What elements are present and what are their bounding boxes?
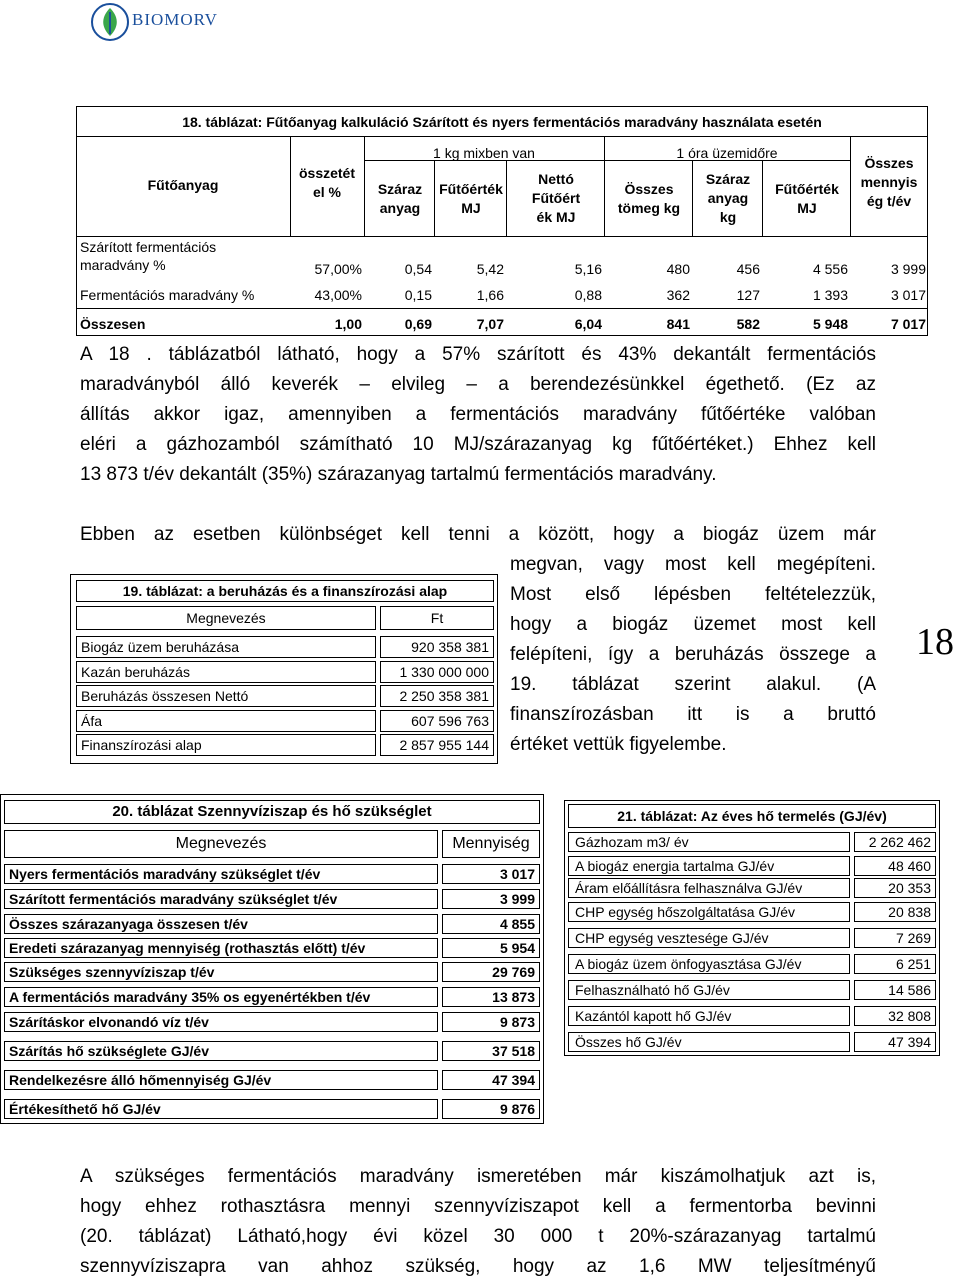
- table-18-cell: 43,00%: [314, 287, 362, 303]
- table-20-col1: Megnevezés: [4, 830, 438, 858]
- table-21-row-value: 6 251: [854, 954, 936, 974]
- table-21-row-label: CHP egység hőszolgáltatása GJ/év: [568, 902, 850, 922]
- table-18-cell: 480: [666, 261, 690, 277]
- table-20-row-value: 9 876: [442, 1099, 540, 1119]
- table-20-row-value: 9 873: [442, 1012, 540, 1032]
- table-20-row-value: 4 855: [442, 914, 540, 934]
- table-20-col2: Mennyiség: [442, 830, 540, 858]
- table-19-row-value: 920 358 381: [380, 636, 494, 658]
- table-21-row-value: 14 586: [854, 980, 936, 1000]
- paragraph-2-right: megvan, vagy most kell megépíteni. Most első lépésben feltételezzük, hogy a biogáz üzemet most kell felépíteni, így a beruházás összege a 19. táblázat szerint alakul. (A finanszírozásban itt is a bruttó értéket vettük figyelembe.: [510, 554, 876, 755]
- table-19-row-label: Biogáz üzem beruházása: [76, 636, 376, 658]
- table-18-cell: 1,66: [476, 287, 504, 303]
- paragraph-3: A szükséges fermentációs maradvány ismeretében már kiszámolhatjuk azt is, hogy ehhez rothasztásra mennyi szennyvíziszapot kell a fermentorba bevinni (20. táblázat) Látható,hogy évi közel 30 000 t 20%-szárazanyag tartalmú szennyvíziszapra van ahhoz szükség, hogy az 1,6 MW teljesítményű: [80, 1166, 876, 1277]
- table-20-row-label: Értékesíthető hő GJ/év: [4, 1099, 438, 1119]
- paragraph-1-line: 13 873 t/év dekantált (35%) szárazanyag tartalmú fermentációs maradvány.: [80, 464, 717, 485]
- table-18-title: 18. táblázat: Fűtőanyag kalkuláció Szárított és nyers fermentációs maradvány használata esetén: [182, 114, 822, 130]
- paragraph-2-first-line: Ebben az esetben különbséget kell tenni a között, hogy a biogáz üzem már: [80, 524, 876, 545]
- header-group-hour: 1 óra üzemidőre: [676, 145, 778, 161]
- table-18-cell: 3 999: [890, 261, 926, 277]
- table-21-row-value: 20 838: [854, 902, 936, 922]
- header-osszetetel: összetét el %: [298, 165, 356, 200]
- table-21-title: 21. táblázat: Az éves hő termelés (GJ/év): [568, 804, 936, 828]
- row-2-name: Fermentációs maradvány %: [80, 287, 255, 303]
- table-20-row-value: 37 518: [442, 1041, 540, 1061]
- table-20-row-label: Nyers fermentációs maradvány szükséglet t/év: [4, 864, 438, 884]
- table-18-cell: 841: [666, 316, 690, 332]
- table-20-row-value: 5 954: [442, 938, 540, 958]
- table-21-row-value: 48 460: [854, 856, 936, 876]
- table-21-row-value: 2 262 462: [854, 832, 936, 852]
- table-20-row-label: Összes szárazanyaga összesen t/év: [4, 914, 438, 934]
- table-18-cell: 3 017: [890, 287, 926, 303]
- leaf-logo-icon: [88, 2, 132, 42]
- header-futoanyag: Fűtőanyag: [147, 177, 219, 193]
- table-18-cell: 7 017: [890, 316, 926, 332]
- table-18-cell: 1 393: [812, 287, 848, 303]
- table-21-row-label: Gázhozam m3/ év: [568, 832, 850, 852]
- logo-text: BIOMORV: [132, 10, 218, 29]
- table-20-row-label: Rendelkezésre álló hőmennyiség GJ/év: [4, 1070, 438, 1090]
- table-19-col1: Megnevezés: [76, 606, 376, 630]
- table-21-row-label: Felhasználható hő GJ/év: [568, 980, 850, 1000]
- table-18-cell: 5,16: [574, 261, 602, 277]
- table-18-cell: 0,15: [404, 287, 432, 303]
- table-21-row-label: Kazántól kapott hő GJ/év: [568, 1006, 850, 1026]
- table-18-cell: 6,04: [574, 316, 602, 332]
- table-18-cell: 362: [666, 287, 690, 303]
- table-19-row-label: Áfa: [76, 710, 376, 732]
- paragraph-1-line: maradványból álló keverék – elvileg – a berendezésünkkel égethető. (Ez az: [80, 374, 876, 395]
- table-18-cell: 456: [736, 261, 760, 277]
- table-20-row-value: 47 394: [442, 1070, 540, 1090]
- table-21-row-value: 47 394: [854, 1032, 936, 1052]
- table-18-cell: 0,69: [404, 316, 432, 332]
- table-20-row-label: Szárított fermentációs maradvány szükséglet t/év: [4, 889, 438, 909]
- table-20-row-label: Szárításkor elvonandó víz t/év: [4, 1012, 438, 1032]
- table-18-cell: 1,00: [334, 316, 362, 332]
- table-19-title: 19. táblázat: a beruházás és a finanszírozási alap: [76, 580, 494, 602]
- table-18-cell: 0,54: [404, 261, 432, 277]
- table-18-cell: 57,00%: [314, 261, 362, 277]
- header-group-mix: 1 kg mixben van: [433, 145, 535, 161]
- page-number: 18: [916, 621, 954, 663]
- header-netto: Nettó Fűtőért ék MJ: [531, 171, 581, 225]
- header-szaraz-anyag: Száraz anyag: [377, 181, 423, 216]
- table-21-row-value: 20 353: [854, 878, 936, 898]
- table-18-cell: 127: [736, 287, 760, 303]
- row-1-name: Szárított fermentációs maradvány %: [80, 239, 217, 273]
- table-20-row-value: 29 769: [442, 962, 540, 982]
- table-19-row-label: Beruházás összesen Nettó: [76, 685, 376, 707]
- header-szaraz-anyag-kg: Száraz anyag kg: [705, 171, 751, 225]
- table-20-row-label: Szárítás hő szükséglete GJ/év: [4, 1041, 438, 1061]
- table-18-cell: 5 948: [812, 316, 848, 332]
- row-3-name: Összesen: [80, 316, 146, 332]
- table-21-row-label: Áram előállításra felhasználva GJ/év: [568, 878, 850, 898]
- table-19-row-value: 2 857 955 144: [380, 734, 494, 756]
- table-21-row-label: A biogáz üzem önfogyasztása GJ/év: [568, 954, 850, 974]
- paragraph-1-line: eléri a gázhozamból számítható 10 MJ/szárazanyag kg fűtőértéket.) Ehhez kell: [80, 434, 876, 455]
- table-20-row-value: 3 999: [442, 889, 540, 909]
- table-18-cell: 0,88: [574, 287, 602, 303]
- table-21-row-label: A biogáz energia tartalma GJ/év: [568, 856, 850, 876]
- table-19-row-label: Kazán beruházás: [76, 661, 376, 683]
- paragraph-1-line: állítás akkor igaz, amennyiben a fermentációs maradvány fűtőértéke valóban: [80, 404, 876, 425]
- table-20-title: 20. táblázat Szennyvíziszap és hő szükséglet: [4, 800, 540, 824]
- table-21-row-label: CHP egység vesztesége GJ/év: [568, 928, 850, 948]
- table-20-row-label: A fermentációs maradvány 35% os egyenértékben t/év: [4, 987, 438, 1007]
- table-19-col2: Ft: [380, 606, 494, 630]
- paragraph-1-line: A 18 . táblázatból látható, hogy a 57% szárított és 43% dekantált fermentációs: [80, 344, 876, 365]
- table-20-row-value: 3 017: [442, 864, 540, 884]
- table-18-cell: 7,07: [476, 316, 504, 332]
- header-osszes-tomeg: Összes tömeg kg: [617, 181, 681, 216]
- table-19-row-label: Finanszírozási alap: [76, 734, 376, 756]
- table-19-row-value: 2 250 358 381: [380, 685, 494, 707]
- header-futoertek: Fűtőérték MJ: [439, 181, 503, 216]
- header-futoertek-mj: Fűtőérték MJ: [775, 181, 839, 216]
- table-21-row-value: 7 269: [854, 928, 936, 948]
- table-21-row-label: Összes hő GJ/év: [568, 1032, 850, 1052]
- table-20-row-label: Szükséges szennyvíziszap t/év: [4, 962, 438, 982]
- table-18-cell: 4 556: [812, 261, 848, 277]
- table-19-row-value: 607 596 763: [380, 710, 494, 732]
- table-21-row-value: 32 808: [854, 1006, 936, 1026]
- table-20-row-value: 13 873: [442, 987, 540, 1007]
- table-20-row-label: Eredeti szárazanyag mennyiség (rothasztás előtt) t/év: [4, 938, 438, 958]
- table-19-row-value: 1 330 000 000: [380, 661, 494, 683]
- header-osszes-mennyiseg: Összes mennyis ég t/év: [860, 155, 918, 209]
- table-18-cell: 5,42: [476, 261, 504, 277]
- table-18-cell: 582: [736, 316, 760, 332]
- paragraph-1: [80, 340, 876, 490]
